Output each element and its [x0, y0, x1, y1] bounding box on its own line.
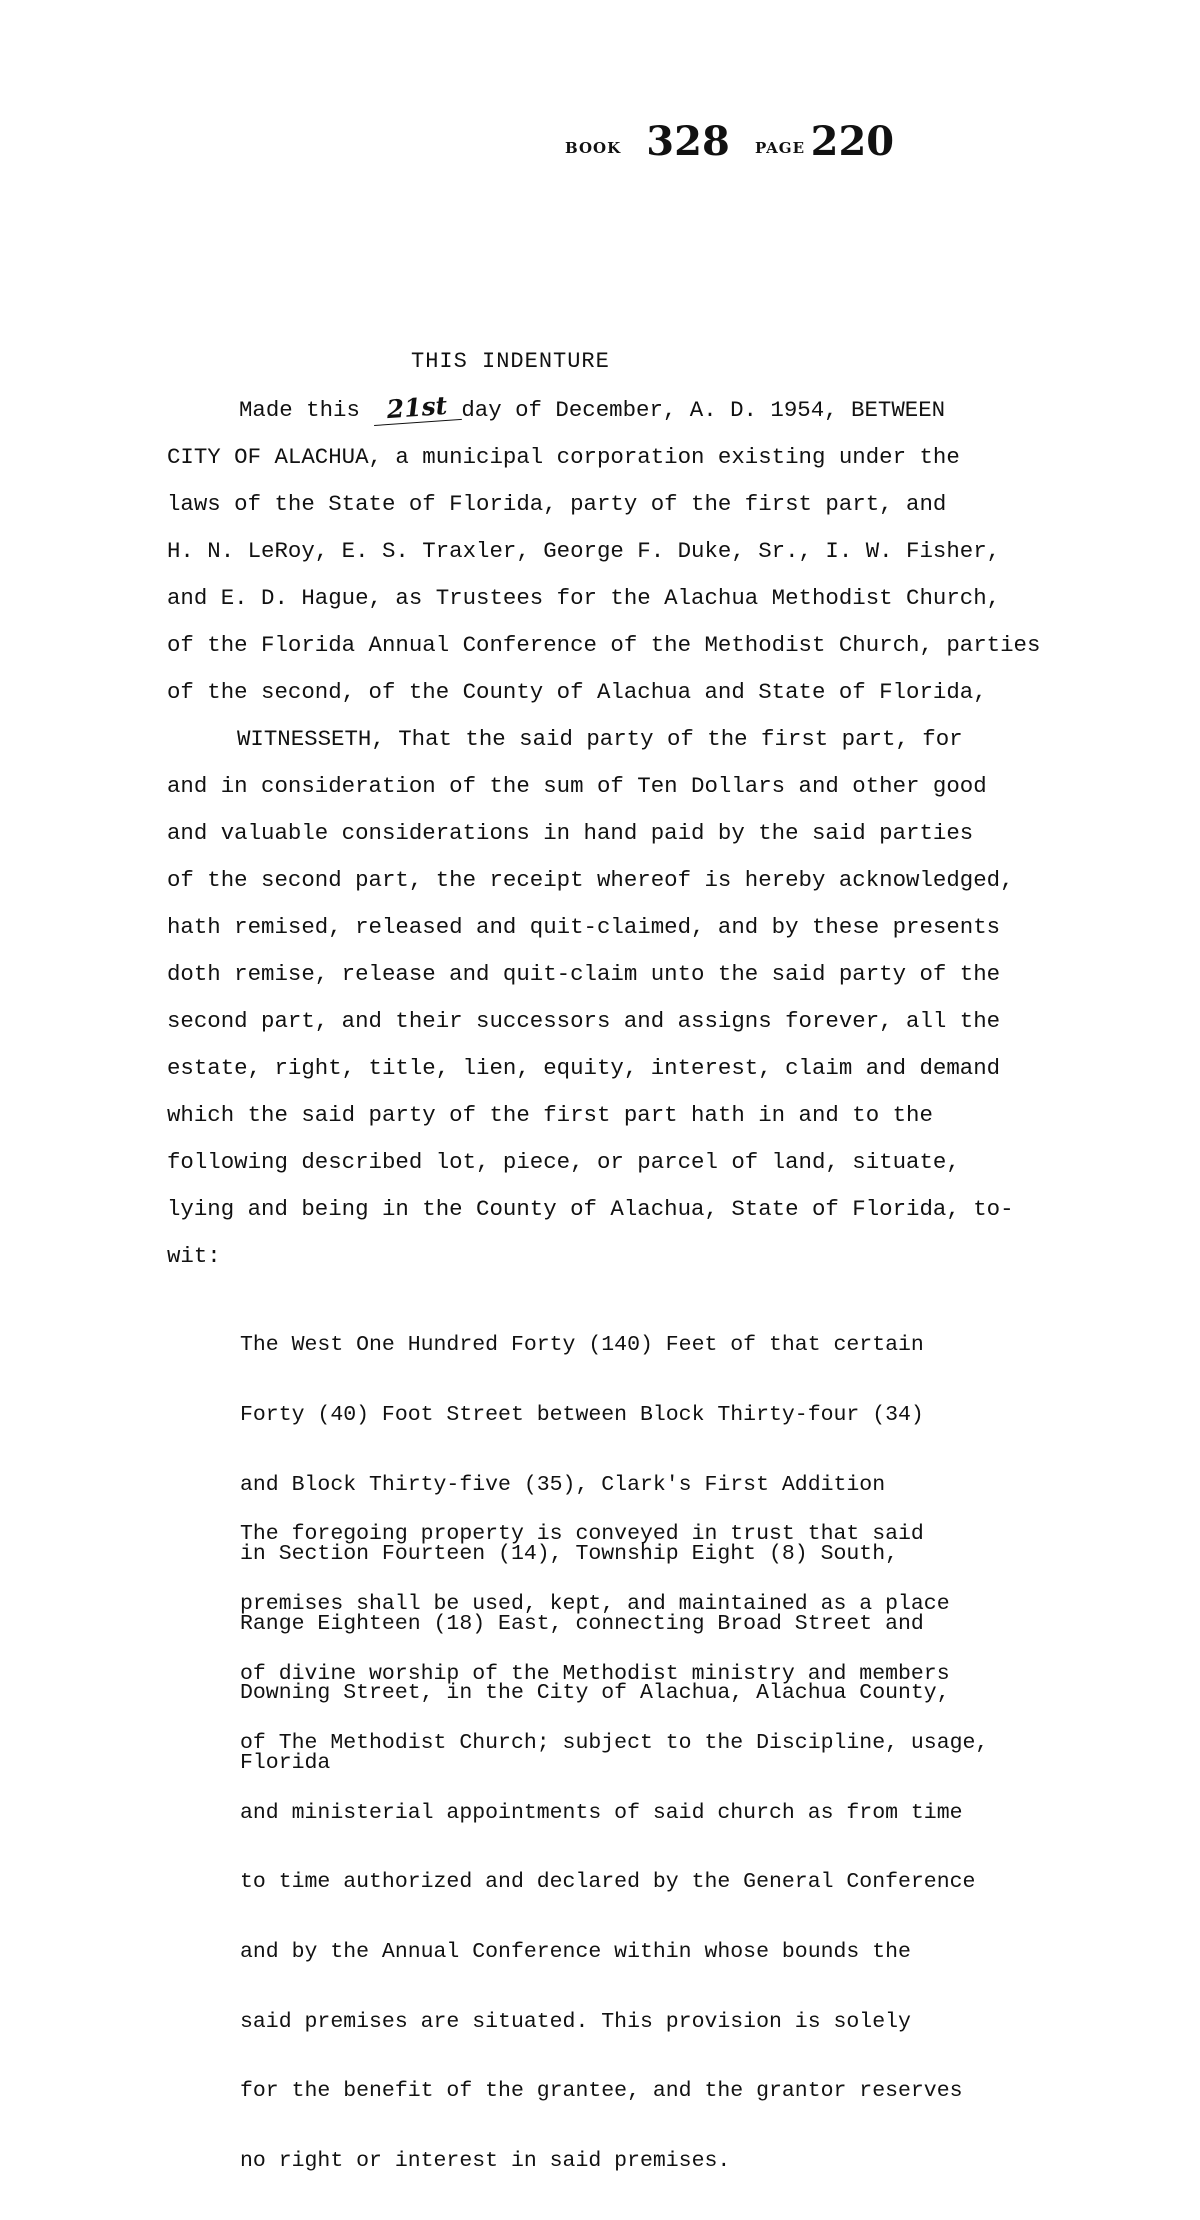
description-line: Forty (40) Foot Street between Block Thirty-four (34) [240, 1403, 924, 1428]
description-line: Downing Street, in the City of Alachua, Alachua County, [240, 1681, 950, 1706]
body-line: following described lot, piece, or parcel of land, situate, [167, 1149, 960, 1175]
body-line: and E. D. Hague, as Trustees for the Alachua Methodist Church, [167, 585, 1001, 611]
description-line: in Section Fourteen (14), Township Eight (8) South, [240, 1542, 899, 1567]
deed-body [167, 390, 1187, 1286]
book-page-stamp [565, 118, 894, 165]
description-line: and Block Thirty-five (35), Clark's First Addition [240, 1472, 886, 1497]
body-line: estate, right, title, lien, equity, interest, claim and demand [167, 1055, 1001, 1081]
trust-line: premises shall be used, kept, and maintained as a place [240, 1592, 950, 1617]
handwritten-day: 21st [372, 391, 462, 426]
witnesseth-line: WITNESSETH, That the said party of the first part, for [237, 726, 963, 752]
body-line: of the second part, the receipt whereof is hereby acknowledged, [167, 867, 1014, 893]
trust-line: for the benefit of the grantee, and the grantor reserves [240, 2079, 963, 2104]
body-line: and valuable considerations in hand paid by the said parties [167, 820, 974, 846]
trust-line: and ministerial appointments of said church as from time [240, 1800, 963, 1825]
opening-rest-text: day of December, A. D. 1954, BETWEEN [461, 397, 946, 423]
trust-line: of The Methodist Church; subject to the Discipline, usage, [240, 1731, 989, 1756]
page-label: PAGE [754, 139, 806, 157]
body-line: H. N. LeRoy, E. S. Traxler, George F. Duke, Sr., I. W. Fisher, [167, 538, 1001, 564]
body-line: and in consideration of the sum of Ten Dollars and other good [167, 773, 987, 799]
description-line: Florida [240, 1751, 331, 1776]
body-line: of the second, of the County of Alachua and State of Florida, [167, 679, 987, 705]
body-line: doth remise, release and quit-claim unto the said party of the [167, 961, 1001, 987]
body-line: CITY OF ALACHUA, a municipal corporation existing under the [167, 444, 960, 470]
body-line: second part, and their successors and assigns forever, all the [167, 1008, 1001, 1034]
trust-provision [240, 1477, 1100, 2220]
opening-line [167, 390, 1187, 440]
document-title: THIS INDENTURE [411, 349, 610, 374]
book-number: 328 [646, 118, 730, 165]
made-this-text: Made this [239, 397, 360, 423]
trust-line: to time authorized and declared by the General Conference [240, 1870, 976, 1895]
body-line: lying and being in the County of Alachua, State of Florida, to- [167, 1196, 1014, 1222]
book-label: BOOK [565, 139, 622, 157]
body-line: laws of the State of Florida, party of the first part, and [167, 491, 947, 517]
description-line: The West One Hundred Forty (140) Feet of that certain [240, 1333, 924, 1358]
body-line: hath remised, released and quit-claimed, and by these presents [167, 914, 1001, 940]
trust-line: and by the Annual Conference within whose bounds the [240, 1940, 911, 1965]
page-number: 220 [810, 118, 895, 165]
body-line: which the said party of the first part hath in and to the [167, 1102, 933, 1128]
trust-line: said premises are situated. This provision is solely [240, 2009, 911, 2034]
trust-line: The foregoing property is conveyed in trust that said [240, 1522, 924, 1547]
trust-line: of divine worship of the Methodist ministry and members [240, 1661, 950, 1686]
trust-line: no right or interest in said premises. [240, 2148, 731, 2173]
description-line: Range Eighteen (18) East, connecting Broad Street and [240, 1611, 924, 1636]
body-line: of the Florida Annual Conference of the Methodist Church, parties [167, 632, 1041, 658]
body-line: wit: [167, 1243, 221, 1269]
